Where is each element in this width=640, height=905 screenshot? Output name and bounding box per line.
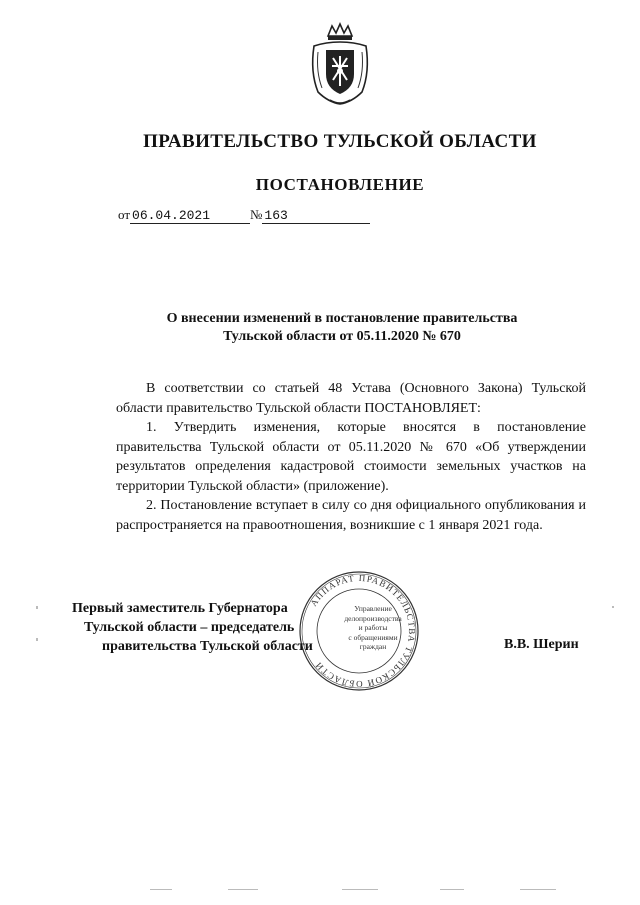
stamp-line: с обращениями — [348, 632, 398, 642]
paragraph: В соответствии со статьей 48 Устава (Основного Закона) Тульской области правительство Тульской области ПОСТАНОВЛЯЕТ: — [116, 381, 586, 416]
stamp-line: делопроизводства — [344, 613, 402, 623]
paragraph: 2. Постановление вступает в силу со дня официального опубликования и распространяется на правоотношения, возникшие с 1 января 2021 года. — [116, 498, 586, 533]
stamp-ring-text: АППАРАТ ПРАВИТЕЛЬСТВА ТУЛЬСКОЙ ОБЛАСТИ — [308, 572, 418, 690]
stamp-line: Управление — [354, 604, 392, 613]
signatory-name: В.В. Шерин — [504, 637, 579, 652]
stamp-line: и работы — [358, 623, 388, 632]
signatory-position-line: Тульской области – председатель — [84, 620, 295, 635]
signatory-position-line: Первый заместитель Губернатора — [72, 601, 288, 616]
from-label: от — [118, 207, 131, 222]
signatory-position-line: правительства Тульской области — [102, 639, 313, 654]
title-line: О внесении изменений в постановление правительства — [166, 311, 518, 326]
paragraph: 1. Утвердить изменения, которые вносятся в постановление правительства Тульской области от 05.11.2020 № 670 «Об утверждении результатов определения кадастровой стоимости земельных участков на территории Тульской области» (приложение). — [116, 420, 586, 494]
stamp-line: граждан — [359, 642, 387, 651]
number-label: № — [250, 207, 263, 222]
title-line: Тульской области от 05.11.2020 № 670 — [223, 329, 461, 344]
organization-title: ПРАВИТЕЛЬСТВО ТУЛЬСКОЙ ОБЛАСТИ — [143, 131, 537, 152]
document-number: 163 — [262, 208, 370, 224]
document-type: ПОСТАНОВЛЕНИЕ — [255, 175, 425, 194]
document-date: 06.04.2021 — [130, 208, 250, 224]
